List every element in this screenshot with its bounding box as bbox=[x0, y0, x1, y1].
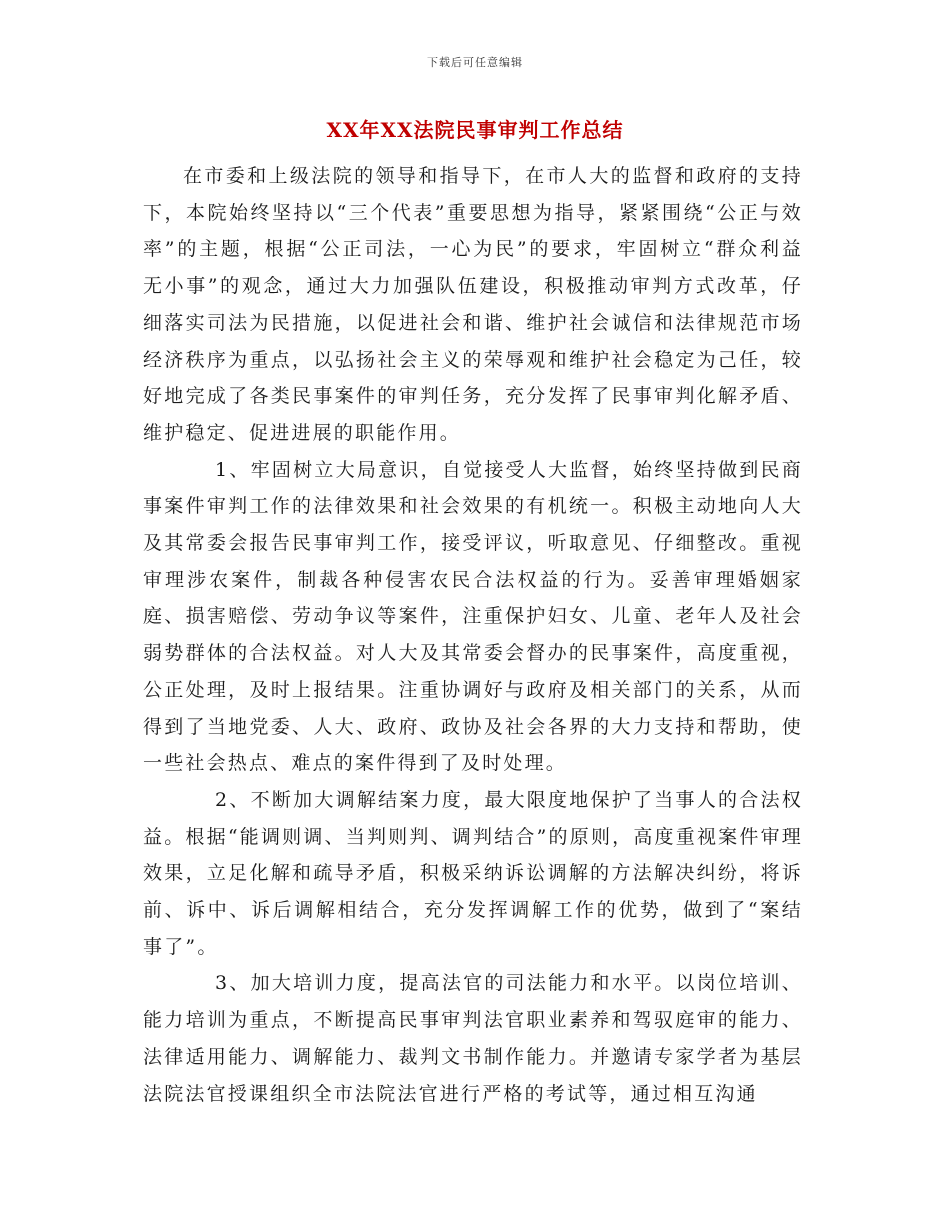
document-title: XX年XX法院民事审判工作总结 bbox=[326, 118, 624, 142]
paragraph-item-1: 1、牢固树立大局意识，自觉接受人大监督，始终坚持做到民商事案件审判工作的法律效果和社会效果的有机统一。积极主动地向人大及其常委会报告民事审判工作，接受评议，听取意见、仔细整改。重视审理涉农案件，制裁各种侵害农民合法权益的行为。妥善审理婚姻家庭、损害赔偿、劳动争议等案件，注重保护妇女、儿童、老年人及社会弱势群体的合法权益。对人大及其常委会督办的民事案件，高度重视，公正处理，及时上报结果。注重协调好与政府及相关部门的关系，从而得到了当地党委、人大、政府、政协及社会各界的大力支持和帮助，使一些社会热点、难点的案件得到了及时处理。 bbox=[143, 458, 803, 775]
intro-paragraph: 在市委和上级法院的领导和指导下，在市人大的监督和政府的支持下，本院始终坚持以“三个代表”重要思想为指导，紧紧围绕“公正与效率”的主题，根据“公正司法，一心为民”的要求，牢固树立“群众利益无小事”的观念，通过大力加强队伍建设，积极推动审判方式改革，仔细落实司法为民措施，以促进社会和谐、维护社会诚信和法律规范市场经济秩序为重点，以弘扬社会主义的荣辱观和维护社会稳定为己任，较好地完成了各类民事案件的审判任务，充分发挥了民事审判化解矛盾、维护稳定、促进进展的职能作用。 bbox=[143, 165, 803, 444]
document-body bbox=[143, 158, 803, 1112]
paragraph-item-2: 2、不断加大调解结案力度，最大限度地保护了当事人的合法权益。根据“能调则调、当判则判、调判结合”的原则，高度重视案件审理效果，立足化解和疏导矛盾，积极采纳诉讼调解的方法解决纠纷，将诉前、诉中、诉后调解相结合，充分发挥调解工作的优势，做到了“案结事了”。 bbox=[143, 788, 803, 958]
header-note: 下载后可任意编辑 bbox=[427, 56, 523, 69]
paragraph-item-3: 3、加大培训力度，提高法官的司法能力和水平。以岗位培训、能力培训为重点，不断提高民事审判法官职业素养和驾驭庭审的能力、法律适用能力、调解能力、裁判文书制作能力。并邀请专家学者为基层法院法官授课组织全市法院法官进行严格的考试等，通过相互沟通 bbox=[143, 972, 803, 1105]
